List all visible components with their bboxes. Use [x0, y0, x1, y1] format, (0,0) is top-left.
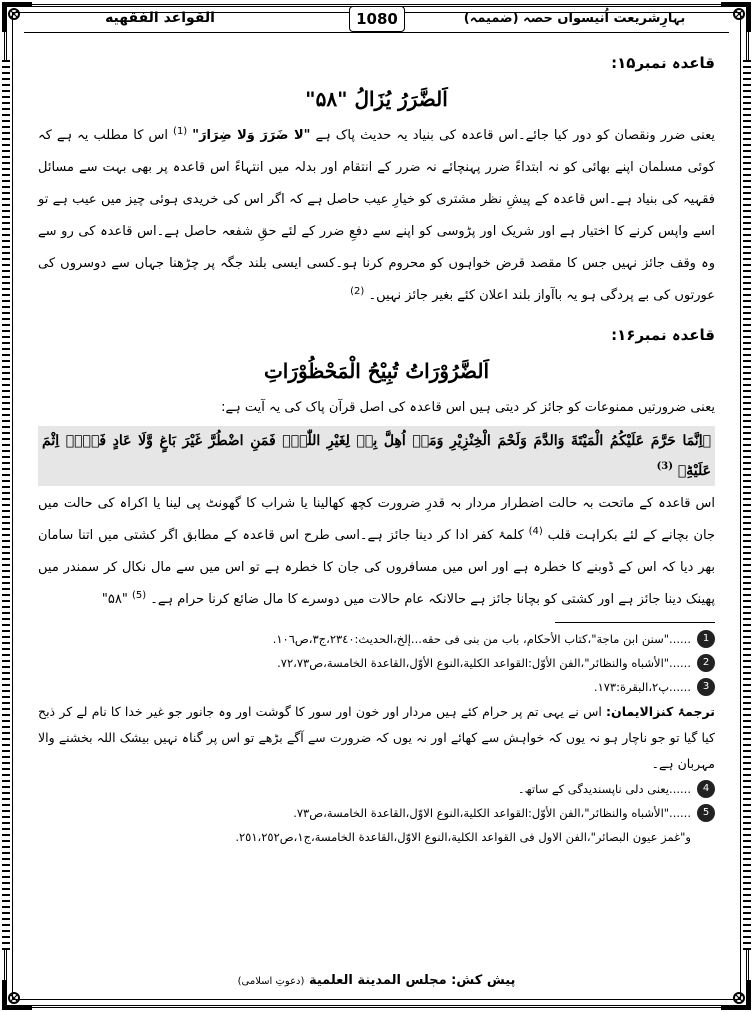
footer-prefix: پیش کش: [451, 973, 516, 988]
footnote-number-badge: 3 [697, 678, 715, 696]
left-border-ornament [2, 60, 10, 950]
rule-15-paragraph: یعنی ضرر ونقصان کو دور کیا جائے۔اس قاعدہ کی بنیاد یہ حدیث پاک ہے "لا ضَرَرَ وَلا ضِرَارَ" (1) اس کا مطلب یہ ہے کہ کوئی مسلمان اپنے بھائی کو نہ ابتداءً ضرر پہنچائے نہ ضرر کے انتقام اور بدلہ میں انتہاءً اس قاعدہ پر بھی بہت سے مسائل فقہیہ کی بنیاد ہے۔اس قاعدہ کے پیشِ نظر مشتری کو خیارِ عیب حاصل ہے کہ اگر اس کی خریدی ہوئی چیز میں عیب ہے تو اسے واپس کرنے کا اختیار ہے اور شریک اور پڑوسی کو اپنے سے دفعِ ضرر کے لئے حقِ شفعہ حاصل ہے۔اس قاعدہ کی رو سے وہ وقف جائز نہیں جس کا مقصد قرض خواہوں کو محروم کرنا ہو۔کسی ایسی بلند جگہ پر چڑھنا جہاں سے دوسروں کی عورتوں کی بے پردگی ہو یہ باآواز بلند اعلان کئے بغیر جائز نہیں۔ (2) [38, 125, 715, 303]
footnote-number-badge: 1 [697, 630, 715, 648]
rule-16-text-b: اس قاعدہ کے ماتحت بہ حالت اضطرار مردار بہ قدرِ ضرورت کچھ کھالینا یا شراب کا گھونٹ پی لینا یا اکراہ کی حالت میں جان بچانے کے لئے بکراہت قلب [38, 496, 715, 543]
translation-label: ترجمۂ کنزالایمان: [606, 704, 715, 719]
footer-org: (دعوتِ اسلامی) [237, 976, 305, 987]
footnote-separator [555, 622, 715, 623]
page-number: 1080 [349, 6, 405, 32]
rule-15-text-a: یعنی ضرر ونقصان کو دور کیا جائے۔اس قاعدہ کی بنیاد یہ حدیث پاک ہے [315, 128, 715, 143]
rule-16-paragraph: یعنی ضرورتیں ممنوعات کو جائز کر دیتی ہیں اس قاعدہ کی اصل قرآن پاک کی یہ آیت ہے: ﴿اِنَّمَا حَرَّمَ عَلَیْكُمُ الْمَیْتَةَ وَالدَّمَ وَلَحْمَ الْخِنْزِیْرِ وَمَاۤ اُهِلَّ بِهٖ لِغَیْرِ اللّٰهِۚ فَمَنِ اضْطُرَّ غَیْرَ بَاغٍ وَّلَا عَادٍ فَلَاۤ اِثْمَ عَلَیْهِؕ﴾ (3) اس قاعدہ کے ماتحت بہ حالت اضطرار مردار بہ قدرِ ضرورت کچھ کھالینا یا شراب کا گھونٹ پی لینا یا اکراہ کی حالت میں جان بچانے کے لئے بکراہت قلب (4) کلمۂ کفر ادا کر دینا جائز ہے۔اسی طرح اس قاعدہ کے مطابق اگر کشتی میں اتنا سامان بھر دیا کہ اس کے ڈوبنے کا خطرہ ہے اور اس میں مسافروں کی جان کا خطرہ ہے تو اس میں سے مال نکال کر سمندر میں پھینک دینا جائز ہے اور کشتی کو بچانا جائز ہے حالانکہ عام حالات میں دوسرے کا مال ضائع کرنا حرام ہے۔ (5) "۵۸" [38, 400, 715, 607]
page-body [38, 40, 715, 956]
footnote-continuation: و"غمز عيون البصائر"،الفن الاول فی القواعد الكلية،النوع الاوّل،القاعدة الخامسة،ج١،ص٢٥١،٢٥٢. [235, 830, 691, 844]
rule-15-text-b: اس کا مطلب یہ ہے کہ کوئی مسلمان اپنے بھائی کو نہ ابتداءً ضرر پہنچائے نہ ضرر کے انتقام اور بدلہ میں انتہاءً اس قاعدہ پر بھی بہت سے مسائل فقہیہ کی بنیاد ہے۔اس قاعدہ کے پیشِ نظر مشتری کو خیارِ عیب حاصل ہے کہ اگر اس کی خریدی ہوئی چیز میں عیب ہے تو اسے واپس کرنے کا اختیار ہے اور شریک اور پڑوسی کو اپنے سے دفعِ ضرر کے لئے حقِ شفعہ حاصل ہے۔اس قاعدہ کی رو سے وہ وقف جائز نہیں جس کا مقصد قرض خواہوں کو محروم کرنا ہو۔کسی ایسی بلند جگہ پر چڑھنا جہاں سے دوسروں کی عورتوں کی بے پردگی ہو یہ باآواز بلند اعلان کئے بغیر جائز نہیں۔ [38, 128, 715, 303]
footnote-item [38, 801, 715, 825]
footnote-item [38, 777, 715, 801]
rule-16-text-c: کلمۂ کفر ادا کر دینا جائز ہے۔اسی طرح اس قاعدہ کے مطابق اگر کشتی میں اتنا سامان بھر دیا کہ اس کے ڈوبنے کا خطرہ ہے اور اس میں مسافروں کی جان کا خطرہ ہے تو اس میں سے مال نکال کر سمندر میں پھینک دینا جائز ہے اور کشتی کو بچانا جائز ہے حالانکہ عام حالات میں دوسرے کا مال ضائع کرنا حرام ہے۔ [38, 528, 715, 607]
hadith-quote: "لا ضَرَرَ وَلا ضِرَارَ" [192, 128, 311, 143]
footnote-item [38, 675, 715, 699]
corner-ornament-icon [0, 0, 34, 34]
verse-translation [38, 699, 715, 777]
footer-publisher: مجلس المدينة العلمية [308, 973, 447, 988]
footnote-text: ......"الأشباه والنظائر"،الفن الأوّل:القواعد الكلية،النوع الاوّل،القاعدة الخامسة،ص٧٣. [293, 806, 691, 820]
footnote-number-badge: 4 [697, 780, 715, 798]
footnote-item [38, 627, 715, 651]
right-border-ornament [743, 60, 751, 950]
rule-16-text-a: یعنی ضرورتیں ممنوعات کو جائز کر دیتی ہیں اس قاعدہ کی اصل قرآن پاک کی یہ آیت ہے: [221, 400, 715, 415]
rule-15-maxim: اَلضَّرَرُ یُزَالُ "۵۸" [305, 87, 448, 111]
corner-ornament-icon [719, 0, 753, 34]
footnote-text: ......"الأشباه والنظائر"،الفن الأوّل:القواعد الكلية،النوع الأوّل،القاعدة الخامسة،ص٧٢،٧٣. [277, 656, 691, 670]
running-header-book: بہارِشریعت اُنیسواں حصہ (ضمیمہ) [463, 10, 686, 26]
translation-text: اس نے یہی تم پر حرام کئے ہیں مردار اور خون اور سور کا گوشت اور وہ جانور جو غیر خدا کا نام لے کر ذبح کیا گیا تو جو ناچار ہو نہ یوں کہ خواہش سے کھائے اور نہ یوں کہ ضرورت سے آگے بڑھے تو اس پر گناہ نہیں بیشک اللہ بخشنے والا مہربان ہے۔ [38, 704, 715, 771]
footnote-number-badge: 5 [697, 804, 715, 822]
rule-16-heading: قاعدہ نمبر۱۶: [611, 326, 715, 344]
rule-16-end-mark: "۵۸" [101, 592, 128, 607]
page-footer [0, 973, 753, 988]
running-header-section: القواعد الفقهيه [105, 10, 215, 26]
footnote-text: ......پ٢،البقرة:١٧٣. [593, 680, 691, 694]
quran-verse: ﴿اِنَّمَا حَرَّمَ عَلَیْكُمُ الْمَیْتَةَ وَالدَّمَ وَلَحْمَ الْخِنْزِیْرِ وَمَاۤ اُهِلَّ بِهٖ لِغَیْرِ اللّٰهِۚ فَمَنِ اضْطُرَّ غَیْرَ بَاغٍ وَّلَا عَادٍ فَلَاۤ اِثْمَ عَلَیْهِؕ﴾ (3) [38, 426, 715, 486]
rule-16-maxim: اَلضَّرُوْرَاتُ تُبِيْحُ الْمَحْظُوْرَاتِ [263, 359, 490, 383]
footnote-text: ......"سنن ابن ماجة"،كتاب الأحكام، باب من بنى فی حقه...إلخ،الحديث:٢٣٤٠،ج٣،ص١٠٦. [272, 632, 691, 646]
header-rule [24, 32, 729, 33]
footnote-text: ......یعنی دلی ناپسندیدگی کے ساتھ۔ [517, 782, 691, 796]
rule-15-heading: قاعدہ نمبر۱۵: [611, 54, 715, 72]
quran-verse-text: ﴿اِنَّمَا حَرَّمَ عَلَیْكُمُ الْمَیْتَةَ وَالدَّمَ وَلَحْمَ الْخِنْزِیْرِ وَمَاۤ اُهِلَّ بِهٖ لِغَیْرِ اللّٰهِۚ فَمَنِ اضْطُرَّ غَیْرَ بَاغٍ وَّلَا عَادٍ فَلَاۤ اِثْمَ عَلَیْهِؕ﴾ [42, 433, 711, 479]
footnote-item [38, 651, 715, 675]
footnote-number-badge: 2 [697, 654, 715, 672]
